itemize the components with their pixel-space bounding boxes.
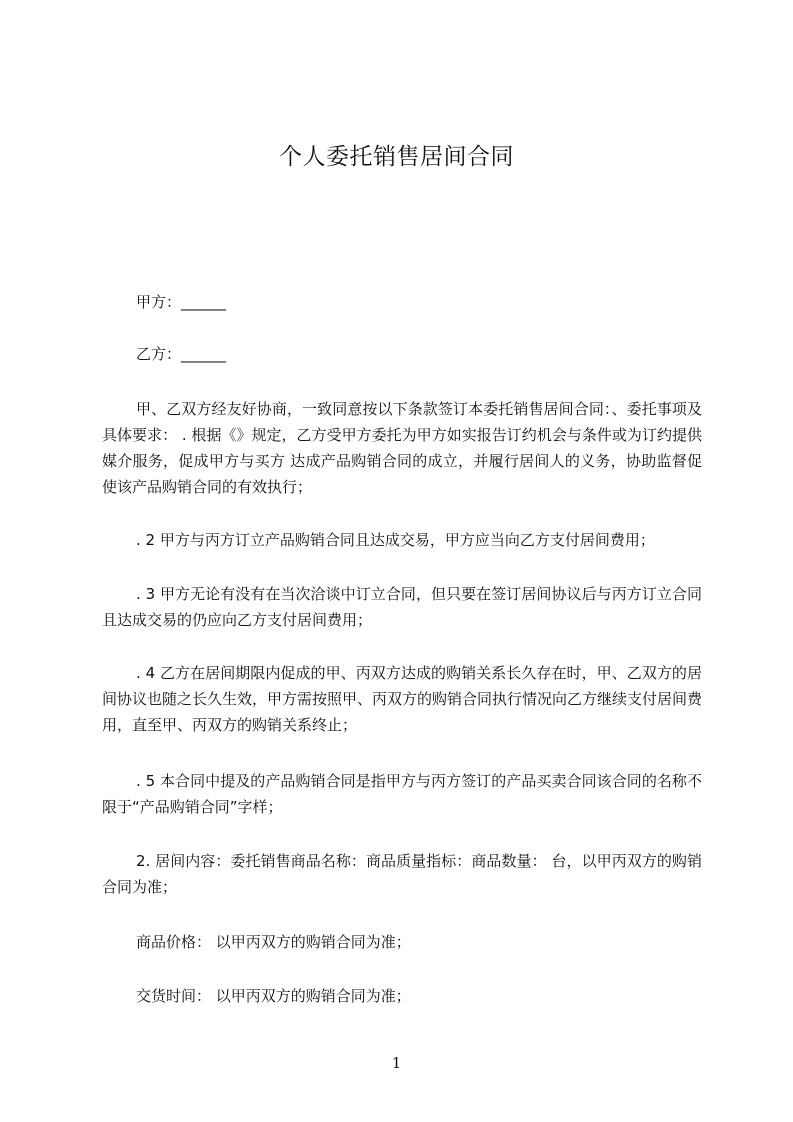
delivery-time-line: 交货时间： 以甲丙双方的购销合同为准； [136,987,411,1005]
price-line: 商品价格： 以甲丙双方的购销合同为准； [136,933,411,951]
clause-2-paragraph: 2. 居间内容：委托销售商品名称：商品质量指标：商品数量： 台，以甲丙双方的购销合同为准； [102,852,702,896]
clause-1-3-paragraph: . 3 甲方无论有没有在当次洽谈中订立合同，但只要在签订居间协议后与丙方订立合同且达成交易的仍应向乙方支付居间费用； [102,585,702,629]
clause-intro-paragraph: 甲、乙双方经友好协商，一致同意按以下条款签订本委托销售居间合同：、委托事项及具体要求： . 根据《》规定，乙方受甲方委托为甲方如实报告订约机会与条件或为订约提供媒介服务，促成甲方与买方 达成产品购销合同的成立，并履行居间人的义务，协助监督促使该产品购销合同的有效执行； [102,400,702,496]
clause-1-2-paragraph: . 2 甲方与丙方订立产品购销合同且达成交易，甲方应当向乙方支付居间费用； [136,531,655,549]
clause-1-4-paragraph: . 4 乙方在居间期限内促成的甲、丙双方达成的购销关系长久存在时，甲、乙双方的居间协议也随之长久生效，甲方需按照甲、丙双方的购销合同执行情况向乙方继续支付居间费用，直至甲、丙双方的购销关系终止； [102,664,703,734]
party-a-line: 甲方：______ [136,293,227,311]
document-title: 个人委托销售居间合同 [279,144,514,170]
party-b-line: 乙方：______ [136,345,227,363]
page-number: 1 [391,1054,402,1072]
clause-1-5-paragraph: . 5 本合同中提及的产品购销合同是指甲方与丙方签订的产品买卖合同该合同的名称不限于“产品购销合同”字样； [102,772,702,816]
